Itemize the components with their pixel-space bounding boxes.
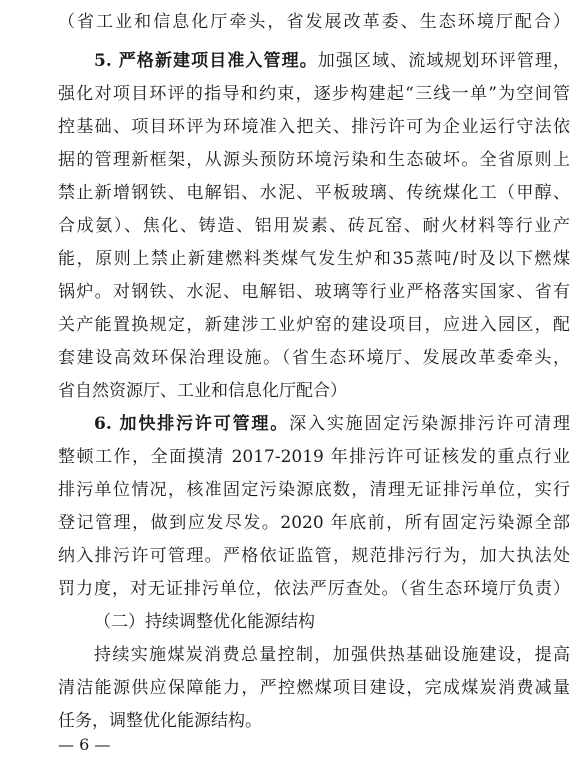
text-line: 关产能置换规定，新建涉工业炉窑的建设项目，应进入园区，配 bbox=[58, 315, 570, 335]
section-heading: （二）持续调整优化能源结构 bbox=[94, 612, 315, 632]
item-5-first-line bbox=[94, 49, 570, 73]
text-line: 清洁能源供应保障能力，严控燃煤项目建设，完成煤炭消费减量 bbox=[58, 678, 570, 698]
item-5-text: 加强区域、流域规划环评管理， bbox=[317, 51, 570, 71]
text-line: 禁止新增钢铁、电解铝、水泥、平板玻璃、传统煤化工（甲醇、 bbox=[58, 183, 570, 203]
text-line: 纳入排污许可管理。严格依证监管，规范排污行为，加大执法处 bbox=[58, 546, 570, 566]
text-line: （省工业和信息化厅牵头，省发展改革委、生态环境厅配合） bbox=[58, 12, 570, 32]
item-6-heading: 6. 加快排污许可管理。 bbox=[94, 414, 290, 434]
text-line: 持续实施煤炭消费总量控制，加强供热基础设施建设，提高 bbox=[94, 645, 570, 665]
text-line: 排污单位情况，核准固定污染源底数，清理无证排污单位，实行 bbox=[58, 480, 570, 500]
text-line: 据的管理新框架，从源头预防环境污染和生态破坏。全省原则上 bbox=[58, 150, 570, 170]
text-line: 锅炉。对钢铁、水泥、电解铝、玻璃等行业严格落实国家、省有 bbox=[58, 282, 570, 302]
text-line: 能，原则上禁止新建燃料类煤气发生炉和35蒸吨/时及以下燃煤 bbox=[58, 249, 570, 269]
text-line: 套建设高效环保治理设施。（省生态环境厅、发展改革委牵头， bbox=[58, 348, 570, 368]
text-line: 登记管理，做到应发尽发。2020 年底前，所有固定污染源全部 bbox=[58, 513, 570, 533]
text-line: 省自然资源厅、工业和信息化厅配合） bbox=[58, 381, 347, 401]
item-6-text: 深入实施固定污染源排污许可清理 bbox=[289, 414, 570, 434]
item-6-first-line bbox=[94, 412, 570, 436]
page-number: — 6 — bbox=[58, 735, 111, 754]
text-line: 任务，调整优化能源结构。 bbox=[58, 711, 262, 731]
text-line: 罚力度，对无证排污单位，依法严厉查处。（省生态环境厅负责） bbox=[58, 579, 570, 599]
text-line: 强化对项目环评的指导和约束，逐步构建起“三线一单”为空间管 bbox=[58, 84, 570, 104]
text-line: 整顿工作，全面摸清 2017-2019 年排污许可证核发的重点行业 bbox=[58, 447, 570, 467]
item-5-heading: 5. 严格新建项目准入管理。 bbox=[94, 51, 318, 71]
text-line: 合成氨）、焦化、铸造、铝用炭素、砖瓦窑、耐火材料等行业产 bbox=[58, 216, 570, 236]
text-line: 控基础、项目环评为环境准入把关、排污许可为企业运行守法依 bbox=[58, 117, 570, 137]
